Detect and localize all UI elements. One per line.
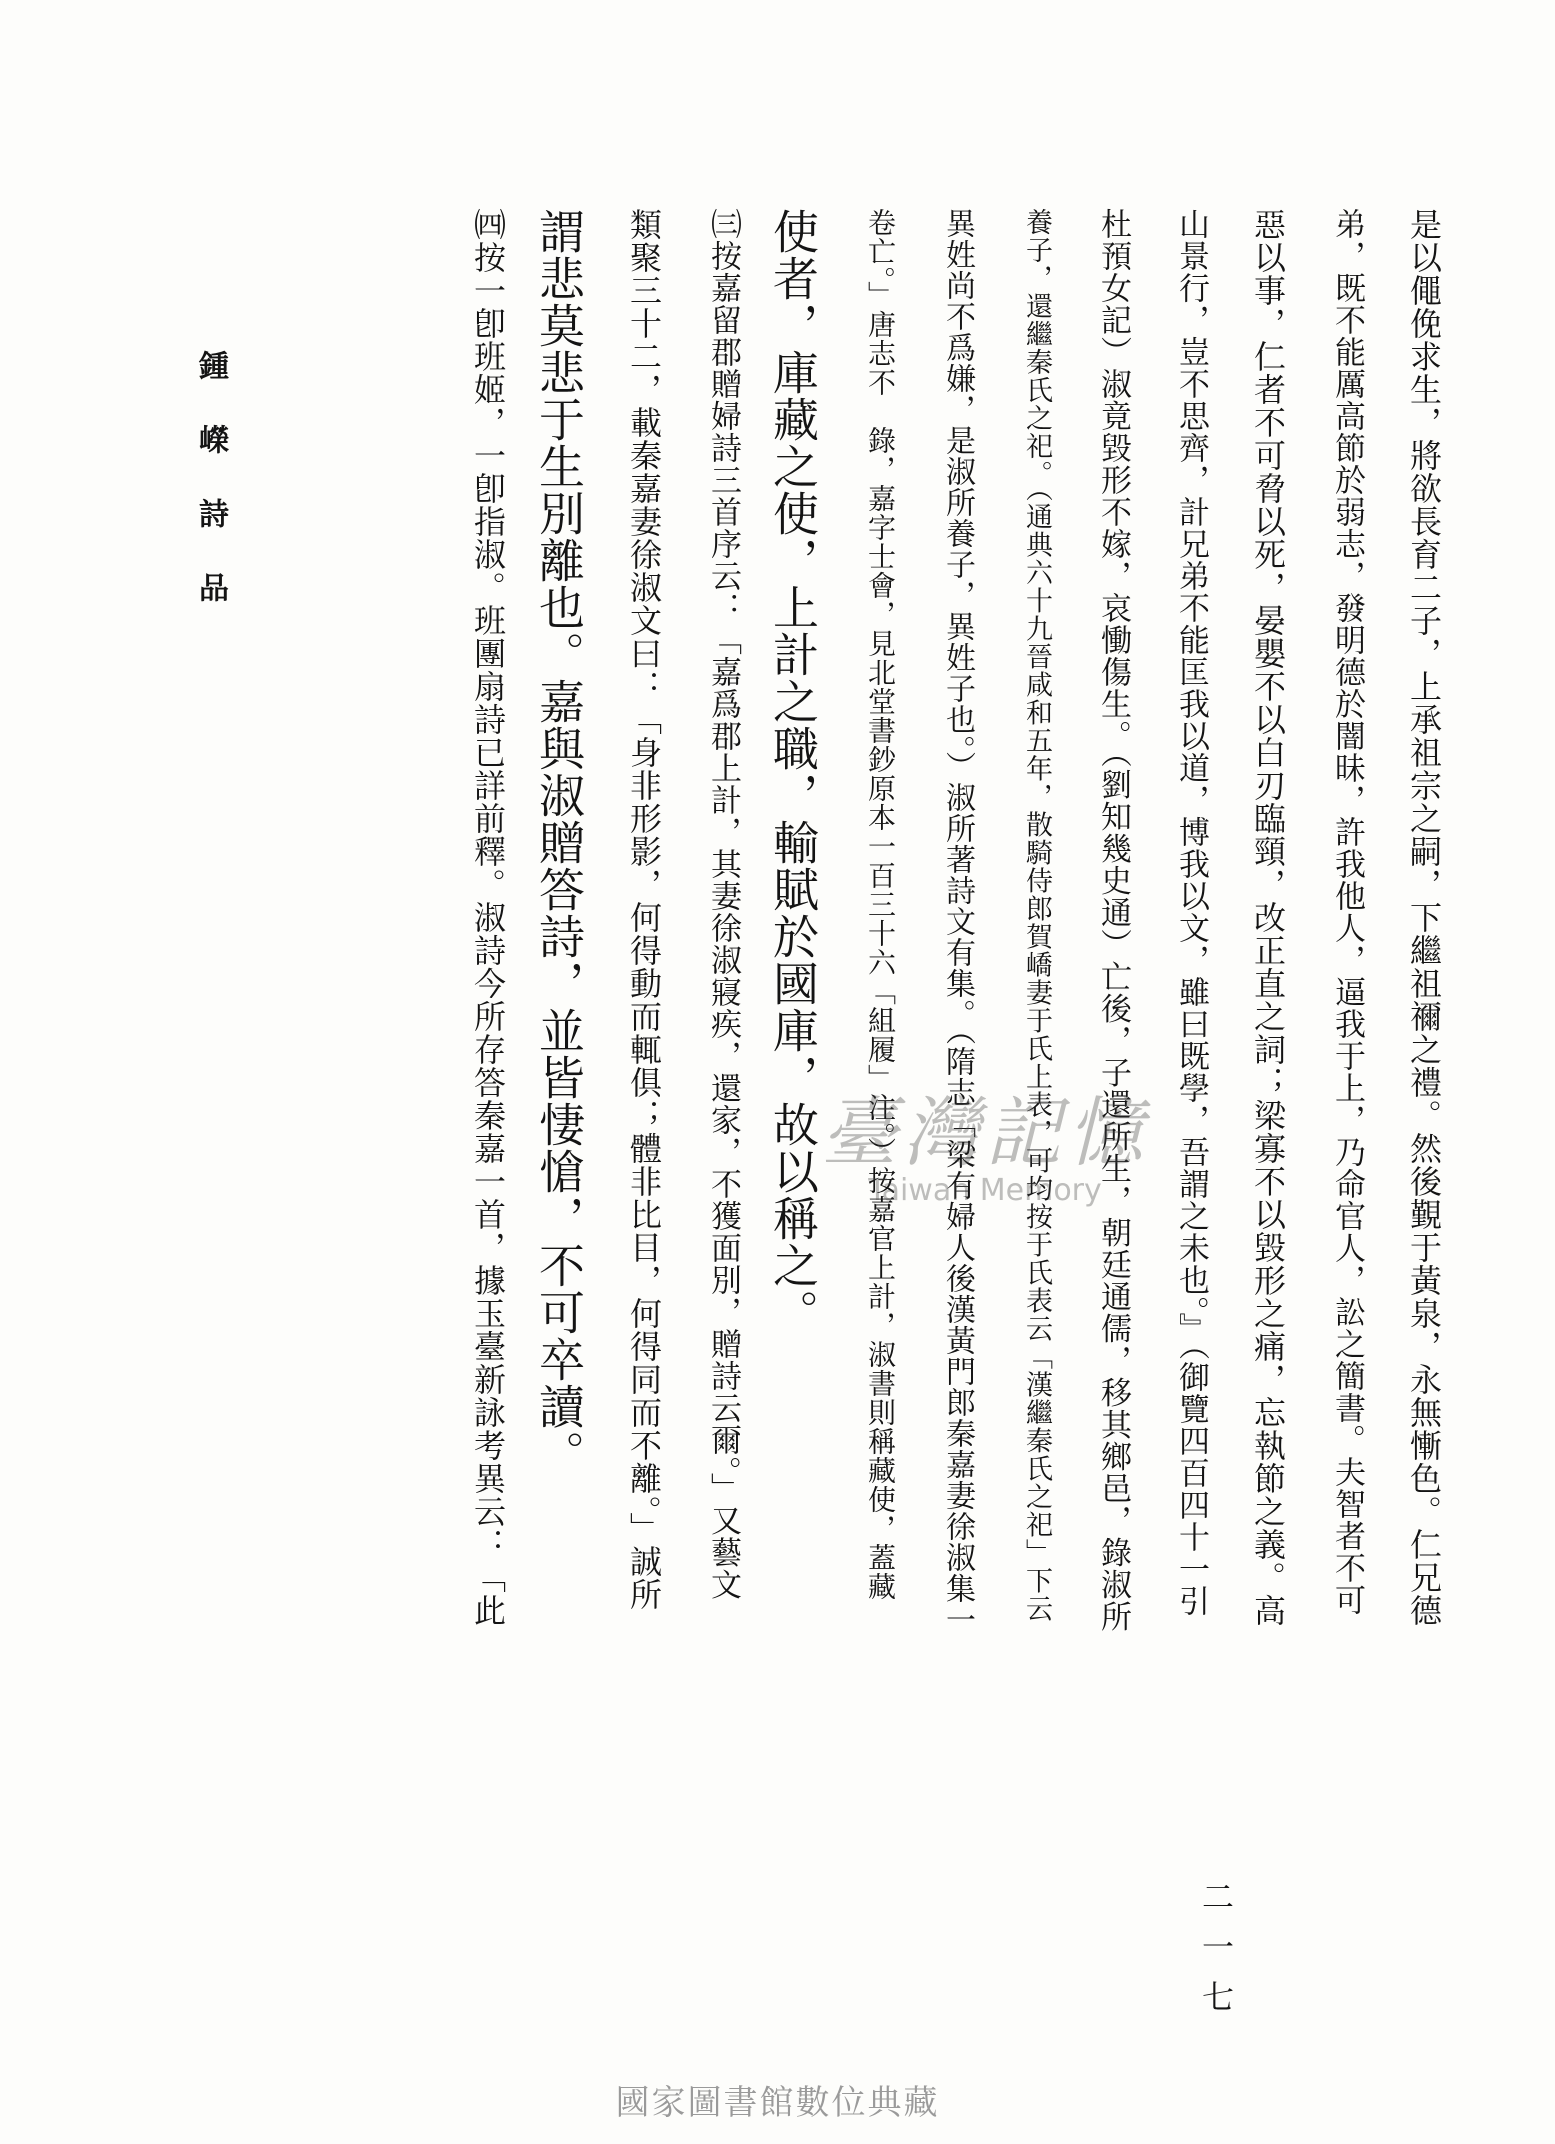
- text-column-1: 是以僶俛求生，將欲長育二子，上承祖宗之嗣，下繼祖禰之禮。然後覲于黃泉，永無慚色。仁兄德: [1405, 208, 1443, 1627]
- text-column-8: 卷亡。」唐志不 錄，嘉字士會，見北堂書鈔原本一百三十六「組履」注。）按嘉官上計，淑書則稱藏使，蓋藏: [864, 208, 897, 1601]
- text-column-4: 山景行，豈不思齊，計兄弟不能匡我以道，博我以文，雖曰既學，吾謂之未也。』（御覽四百四十一引: [1173, 208, 1209, 1617]
- text-column-3: 惡以事，仁者不可脅以死，晏嬰不以白刃臨頸，改正直之詞；梁寡不以毀形之痛，忘執節之義。高: [1249, 208, 1287, 1627]
- footer-credit: 國家圖書館數位典藏: [615, 2083, 940, 2123]
- watermark-text-zh: 臺灣記憶: [821, 1088, 1149, 1177]
- text-column-7: 異姓尚不爲嫌，是淑所養子，異姓子也。）淑所著詩文有集。（隋志「梁有婦人後漢黃門郎秦嘉妻徐淑集一: [940, 208, 975, 1635]
- text-column-12: 謂悲莫悲于生別離也。嘉與淑贈答詩，並皆悽愴，不可卒讀。: [532, 208, 586, 1477]
- watermark-text-en: Taiwan Memory: [868, 1173, 1102, 1208]
- text-column-5: 杜預女記）淑竟毀形不嫁，哀慟傷生。（劉知幾史通）亡後，子還所生，朝廷通儒，移其鄉邑，錄淑所: [1095, 208, 1131, 1633]
- running-title: 鍾嶸詩品: [193, 350, 228, 646]
- text-column-6: 養子，還繼秦氏之祀。（通典六十九晉咸和五年，散騎侍郎賀嶠妻于氏上表，可均按于氏表云「漢繼秦氏之祀」下云: [1021, 208, 1052, 1623]
- text-column-10: ㈢按嘉留郡贈婦詩三首序云：「嘉爲郡上計，其妻徐淑寢疾，還家，不獲面別，贈詩云爾。」又藝文: [705, 208, 741, 1601]
- text-column-11: 類聚三十二，載秦嘉妻徐淑文曰：「身非形影，何得動而輒俱；體非比目，何得同而不離。」誠所: [625, 208, 663, 1611]
- text-column-13: ㈣按一卽班姬，一卽指淑。班團扇詩已詳前釋。淑詩今所存答秦嘉一首，據玉臺新詠考異云：「此: [469, 208, 507, 1627]
- page-number: 二一七: [1197, 1880, 1235, 2030]
- text-column-9: 使者，庫藏之使，上計之職，輸賦於國庫，故以稱之。: [766, 208, 820, 1336]
- text-column-2: 弟，既不能厲高節於弱志，發明德於闇昧，許我他人，逼我于上，乃命官人，訟之簡書。夫智者不可: [1329, 208, 1365, 1616]
